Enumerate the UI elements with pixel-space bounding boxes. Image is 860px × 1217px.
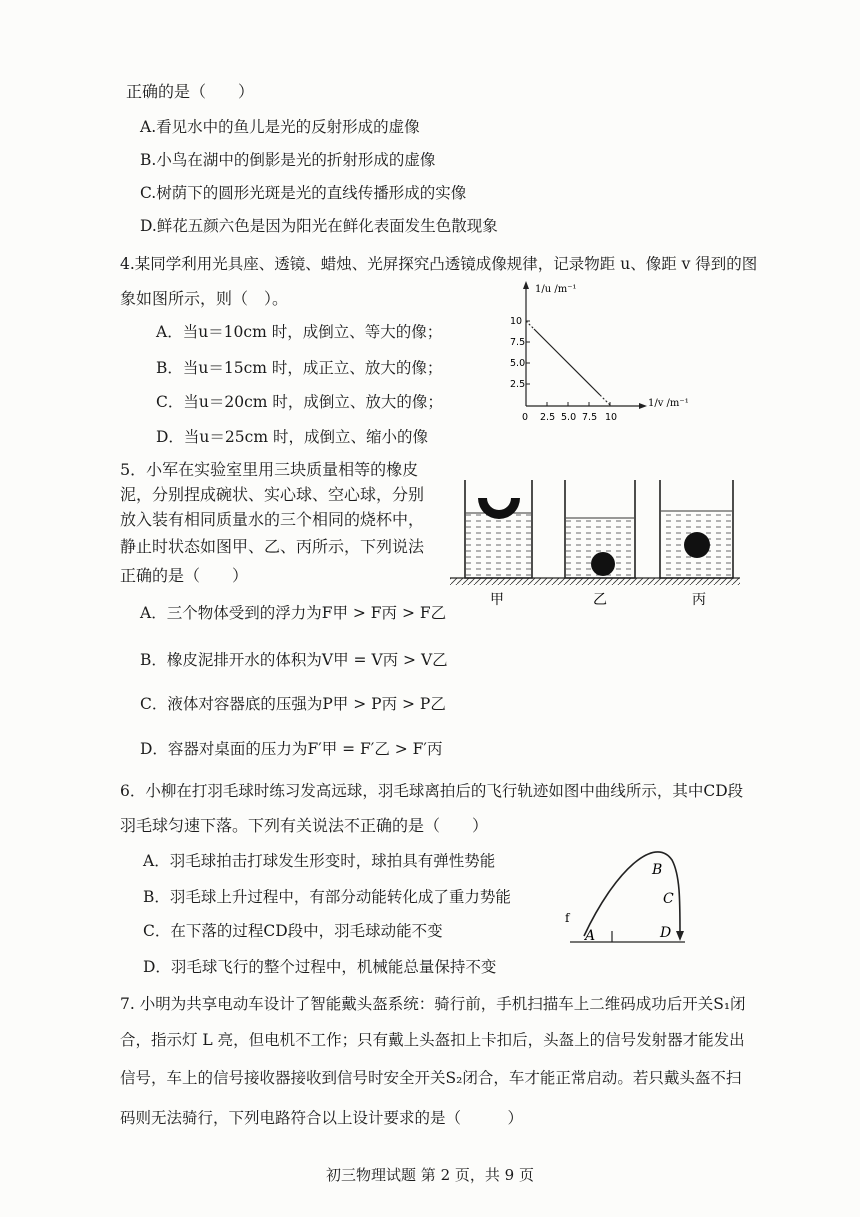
q5-stem-line5: 正确的是（ ）	[120, 566, 249, 585]
point-d: D	[660, 925, 672, 941]
q5-option-d-formula: F′甲 = F′乙 > F′丙	[307, 740, 443, 758]
point-b: B	[652, 862, 663, 878]
q7-line2: 合，指示灯 L 亮，但电机不工作；只有戴上头盔扣上卡扣后，头盔上的信号发射器才能发出	[120, 1031, 745, 1049]
q3-option-c: C.树荫下的圆形光斑是光的直线传播形成的实像	[140, 184, 467, 202]
q5-option-b-formula: V甲 = V丙 > V乙	[321, 651, 448, 669]
beaker-yi	[565, 480, 635, 578]
point-c: C	[663, 891, 674, 907]
q7-line1: 7. 小明为共享电动车设计了智能戴头盔系统：骑行前，手机扫描车上二维码成功后开关S₁闭	[120, 995, 746, 1013]
q5-option-a-formula: F甲 > F丙 > F乙	[321, 604, 447, 622]
q5-option-c-text: C．液体对容器底的压强为	[140, 695, 323, 713]
q5-option-d-text: D．容器对桌面的压力为	[140, 740, 308, 758]
q6-option-a: A．羽毛球拍击打球发生形变时，球拍具有弹性势能	[143, 852, 496, 870]
q7-line4: 码则无法骑行，下列电路符合以上设计要求的是（ ）	[120, 1109, 524, 1127]
x-tick-2.5: 2.5	[540, 412, 556, 423]
q5-option-a-text: A．三个物体受到的浮力为	[140, 604, 322, 622]
q6-option-d: D．羽毛球飞行的整个过程中，机械能总量保持不变	[143, 958, 497, 976]
q5-option-a	[140, 603, 446, 623]
q3-option-a: A.看见水中的鱼儿是光的反射形成的虚像	[140, 118, 420, 136]
beaker-bing	[660, 480, 733, 578]
q6-option-b: B．羽毛球上升过程中，有部分动能转化成了重力势能	[143, 888, 511, 906]
svg-text:f: f	[565, 911, 570, 925]
beaker-label-jia: 甲	[490, 592, 504, 608]
x-tick-0: 0	[522, 412, 529, 423]
y-tick-10: 10	[510, 316, 523, 327]
q4-stem-line1: 4.某同学利用光具座、透镜、蜡烛、光屏探究凸透镜成像规律，记录物距 u、像距 v 得到的图	[120, 255, 758, 273]
beaker-label-bing: 丙	[692, 592, 706, 608]
page-footer: 初三物理试题 第 2 页，共 9 页	[326, 1166, 534, 1184]
x-tick-7.5: 7.5	[582, 412, 598, 423]
y-tick-2.5: 2.5	[510, 379, 526, 390]
shuttlecock-trajectory	[560, 830, 700, 950]
q5-stem-line1: 5．小军在实验室里用三块质量相等的橡皮	[120, 460, 419, 479]
q5-stem-line3: 放入装有相同质量水的三个相同的烧杯中，	[120, 510, 425, 529]
q4-option-d: D．当u＝25cm 时，成倒立、缩小的像	[156, 428, 428, 446]
y-tick-7.5: 7.5	[510, 337, 526, 348]
q6-option-c: C．在下落的过程CD段中，羽毛球动能不变	[143, 922, 443, 940]
q3-option-d: D.鲜花五颜六色是因为阳光在鲜化表面发生色散现象	[140, 217, 498, 235]
lens-graph	[500, 278, 700, 428]
beakers-figure	[445, 470, 745, 610]
q3-option-b: B.小鸟在湖中的倒影是光的折射形成的虚像	[140, 151, 436, 169]
q5-stem-line2: 泥，分别捏成碗状、实心球、空心球，分别	[120, 485, 425, 504]
q7-line3: 信号，车上的信号接收器接收到信号时安全开关S₂闭合，车才能正常启动。若只戴头盔不扫	[120, 1069, 742, 1087]
q6-stem-line2: 羽毛球匀速下落。下列有关说法不正确的是（ ）	[120, 816, 489, 835]
q5-option-c	[140, 694, 446, 714]
q4-stem-line2: 象如图所示，则（ ）。	[120, 289, 289, 308]
graph-x-axis-label: 1/v /m⁻¹	[648, 398, 689, 409]
graph-y-axis-label: 1/u /m⁻¹	[535, 284, 577, 295]
q4-option-c: C．当u＝20cm 时，成倒立、放大的像；	[156, 393, 443, 411]
point-a: A	[585, 928, 596, 944]
q5-option-d	[140, 739, 442, 759]
q5-stem-line4: 静止时状态如图甲、乙、丙所示，下列说法	[120, 537, 425, 556]
q4-option-a: A．当u＝10cm 时，成倒立、等大的像；	[156, 323, 443, 341]
q6-stem-line1: 6．小柳在打羽毛球时练习发高远球，羽毛球离拍后的飞行轨迹如图中曲线所示，其中CD段	[120, 782, 744, 800]
x-tick-5.0: 5.0	[561, 412, 577, 423]
q5-option-c-formula: P甲 > P丙 > P乙	[322, 695, 446, 713]
beaker-jia	[465, 480, 532, 578]
q4-option-b: B．当u＝15cm 时，成正立、放大的像；	[156, 359, 443, 377]
q5-option-b-text: B．橡皮泥排开水的体积为	[140, 651, 322, 669]
q5-option-b	[140, 650, 448, 670]
beaker-label-yi: 乙	[593, 592, 607, 608]
y-tick-5.0: 5.0	[510, 358, 526, 369]
q3-stem-tail: 正确的是（ ）	[126, 82, 255, 101]
x-tick-10: 10	[605, 412, 618, 423]
